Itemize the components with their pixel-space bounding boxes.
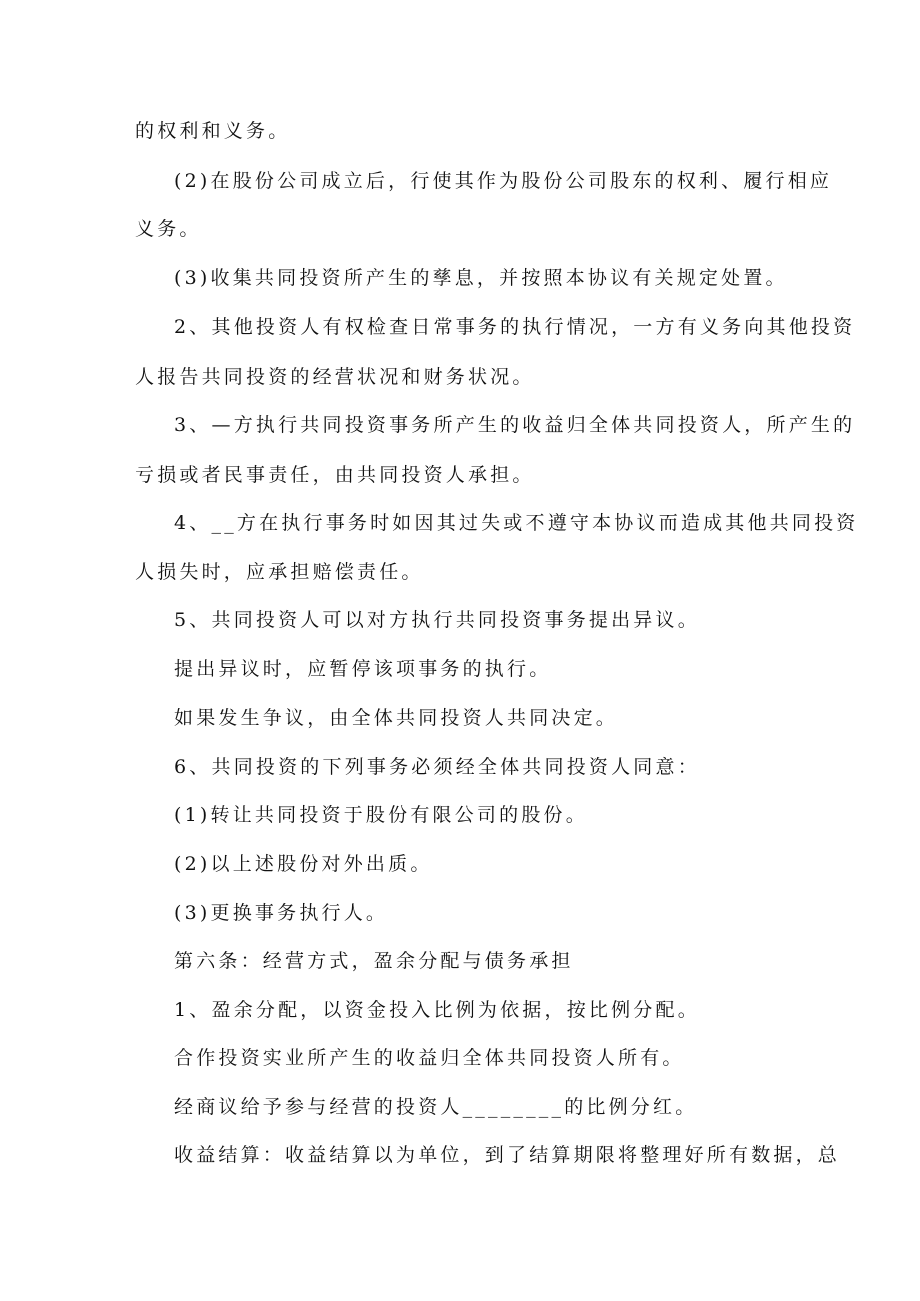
text-line: 6、共同投资的下列事务必须经全体共同投资人同意：	[174, 756, 700, 778]
text-line: 人报告共同投资的经营状况和财务状况。	[135, 366, 535, 388]
text-line: 提出异议时，应暂停该项事务的执行。	[174, 658, 552, 680]
text-line: 经商议给予参与经营的投资人________的比例分红。	[174, 1096, 698, 1118]
text-line: 1、盈余分配，以资金投入比例为依据，按比例分配。	[174, 999, 700, 1021]
text-line: 亏损或者民事责任，由共同投资人承担。	[135, 464, 535, 486]
text-line: (3)更换事务执行人。	[174, 902, 389, 924]
text-line: 收益结算：收益结算以为单位，到了结算期限将整理好所有数据，总	[174, 1144, 841, 1166]
text-line: 的权利和义务。	[135, 120, 291, 142]
text-line: 如果发生争议，由全体共同投资人共同决定。	[174, 707, 619, 729]
text-line: 合作投资实业所产生的收益归全体共同投资人所有。	[174, 1047, 685, 1069]
text-line: (1)转让共同投资于股份有限公司的股份。	[174, 804, 588, 826]
text-line: (2)以上述股份对外出质。	[174, 853, 433, 875]
section-heading: 第六条：经营方式，盈余分配与债务承担	[174, 950, 574, 972]
text-line: 4、__方在执行事务时如因其过失或不遵守本协议而造成其他共同投资	[174, 512, 859, 534]
text-line: 5、共同投资人可以对方执行共同投资事务提出异议。	[174, 609, 700, 631]
text-line: (3)收集共同投资所产生的孳息，并按照本协议有关规定处置。	[174, 267, 788, 289]
text-line: (2)在股份公司成立后，行使其作为股份公司股东的权利、履行相应	[174, 170, 833, 192]
text-line: 3、—方执行共同投资事务所产生的收益归全体共同投资人，所产生的	[174, 414, 856, 436]
text-line: 义务。	[135, 218, 202, 240]
text-line: 人损失时，应承担赔偿责任。	[135, 561, 424, 583]
text-line: 2、其他投资人有权检查日常事务的执行情况，一方有义务向其他投资	[174, 316, 856, 338]
